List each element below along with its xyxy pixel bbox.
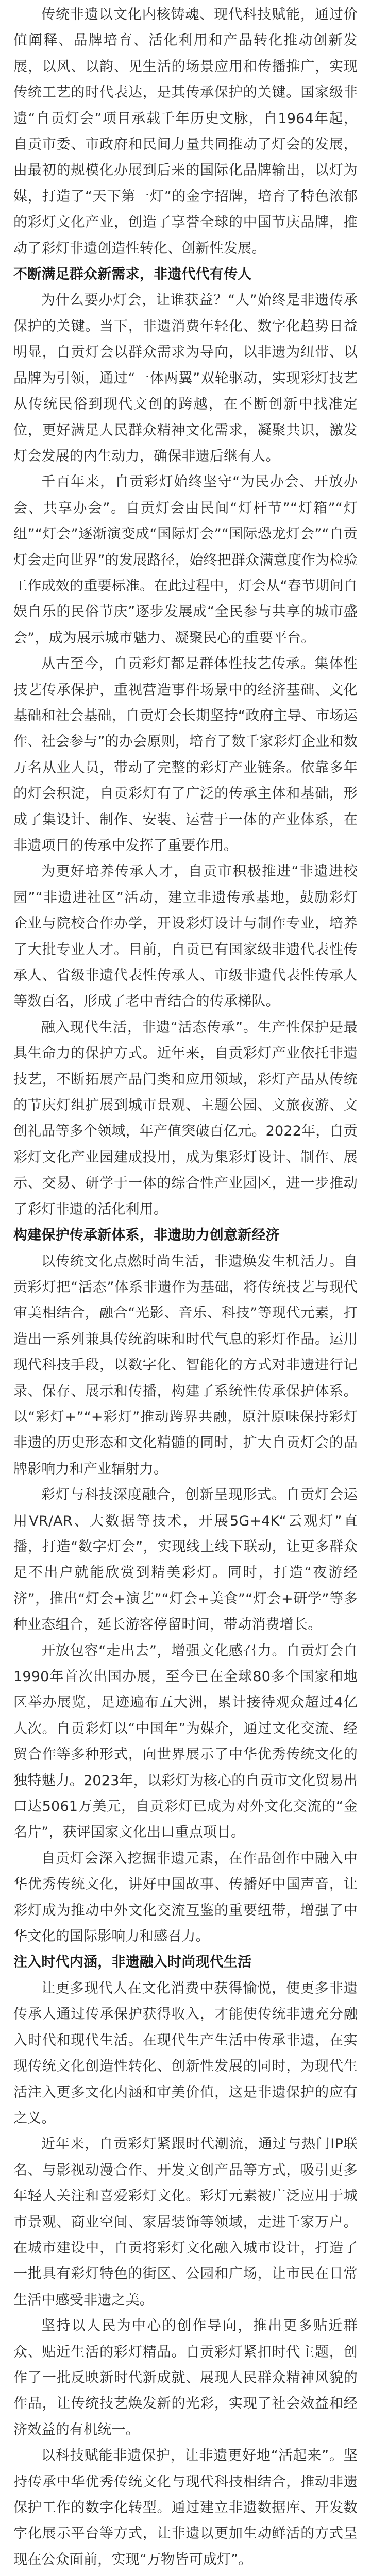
section1-paragraph-5: 融入现代生活，非遗“活态传承”。生产性保护是最具生命力的保护方式。近年来，自贡彩灯产业依托非遗技艺，不断拓展产品门类和应用领域，彩灯产品从传统的节庆灯组扩展到城市景观、主题公园、文旅夜游、文创礼品等多个领域，年产值突破百亿元。2022年，自贡彩灯文化产业园建成投用，成为集彩灯设计、制作、展示、交易、研学于一体的综合性产业园区，进一步推动了彩灯非遗的活化利用。	[13, 1019, 358, 1217]
section3-paragraph-3: 坚持以人民为中心的创作导向，推出更多贴近群众、贴近生活的彩灯精品。自贡彩灯紧扣时代主题，创作了一批反映新时代新成就、展现人民群众精神风貌的作品，让传统技艺焕发新的光彩，实现了社会效益和经济效益的有机统一。	[13, 2318, 358, 2438]
section1-paragraph-1: 为什么要办灯会，让谁获益？“人”始终是非遗传承保护的关键。当下，非遗消费年轻化、数字化趋势日益明显，自贡灯会以群众需求为导向，以非遗为纽带、以品牌为引领，通过“一体两翼”双轮驱动，实现彩灯技艺从传统民俗到现代文创的跨越，在不断创新中找准定位，更好满足人民群众精神文化需求，凝聚共识，激发灯会发展的内生动力，确保非遗后继有人。	[13, 292, 358, 464]
section-heading-2: 构建保护传承新体系，非遗助力创意新经济	[13, 1227, 280, 1244]
section1-paragraph-4: 为更好培养传承人才，自贡市积极推进“非遗进校园”“非遗进社区”活动，建立非遗传承基地，鼓励彩灯企业与院校合作办学，开设彩灯设计与制作专业，培养了大批专业人才。目前，自贡已有国家级非遗代表性传承人、省级非遗代表性传承人、市级非遗代表性传承人等数百名，形成了老中青结合的传承梯队。	[13, 863, 358, 1010]
section-heading-1: 不断满足群众新需求，非遗代代有传人	[13, 266, 252, 283]
section3-paragraph-1: 让更多现代人在文化消费中获得愉悦，使更多非遗传承人通过传承保护获得收入，才能使传统非遗充分融入时代和现代生活。在现代生产生活中传承非遗，在实现传统文化创造性转化、创新性发展的同时，为现代生活注入更多文化内涵和审美价值，这是非遗保护的应有之义。	[13, 1980, 358, 2126]
section3-paragraph-4: 以科技赋能非遗保护，让非遗更好地“活起来”。坚持传承中华优秀传统文化与现代科技相结合，推动非遗保护工作的数字化转型。通过建立非遗数据库、开发数字化展示平台等方式，让非遗以更加生动鲜活的方式呈现在公众面前，实现“万物皆可成灯”。	[13, 2448, 358, 2568]
section2-paragraph-4: 自贡灯会深入挖掘非遗元素，在作品创作中融入中华优秀传统文化，讲好中国故事、传播好中国声音，让彩灯成为推动中外文化交流互鉴的重要纽带，增强了中华文化的国际影响力和感召力。	[13, 1850, 358, 1945]
section3-paragraph-2: 近年来，自贡彩灯紧跟时代潮流，通过与热门IP联名、与影视动漫合作、开发文创产品等方式，吸引更多年轻人关注和喜爱彩灯文化。彩灯元素被广泛应用于城市景观、商业空间、家居装饰等领域，走进千家万户。在城市建设中，自贡将彩灯文化融入城市设计，打造了一批具有彩灯特色的街区、公园和广场，让市民在日常生活中感受非遗之美。	[13, 2136, 358, 2308]
section3-paragraph-5	[13, 2573, 358, 2576]
section2-paragraph-1: 以传统文化点燃时尚生活，非遗焕发生机活力。自贡彩灯把“活态”体系非遗作为基础，将传统技艺与现代审美相结合，融合“光影、音乐、科技”等现代元素，打造出一系列兼具传统韵味和时代气息的彩灯作品。运用现代科技手段，以数字化、智能化的方式对非遗进行记录、保存、展示和传播，构建了系统性传承保护体系。以“彩灯+”“+彩灯”推动跨界共融，原汁原味保持彩灯非遗的历史形态和文化精髓的同时，扩大自贡灯会的品牌影响力和产业辐射力。	[13, 1253, 358, 1477]
section-heading-3: 注入时代内涵，非遗融入时尚现代生活	[13, 1954, 252, 1971]
section2-paragraph-2: 彩灯与科技深度融合，创新呈现形式。自贡灯会运用VR/AR、大数据等技术，开展5G+4K“云观灯”直播，打造“数字灯会”，实现线上线下联动，让更多群众足不出户就能欣赏到精美彩灯。同时，打造“夜游经济”，推出“灯会+演艺”“灯会+美食”“灯会+研学”等多种业态组合，延长游客停留时间，带动消费增长。	[13, 1487, 358, 1633]
intro-paragraph: 传统非遗以文化内核铸魂、现代科技赋能，通过价值阐释、品牌培育、活化利用和产品转化推动创新发展，以风、以韵、见生活的场景应用和传播推广，实现传统工艺的时代表达，是其传承保护的关键。国家级非遗“自贡灯会”项目承载千年历史文脉，自1964年起，自贡市委、市政府和民间力量共同推动了灯会的发展，由最初的规模化办展到后来的国际化品牌输出，以灯为媒，打造了“天下第一灯”的金字招牌，培育了特色浓郁的彩灯文化产业，创造了享誉全球的中国节庆品牌，推动了彩灯非遗创造性转化、创新性发展。	[13, 7, 358, 257]
section1-paragraph-3: 从古至今，自贡彩灯都是群体性技艺传承。集体性技艺传承保护，重视营造事件场景中的经济基础、文化基础和社会基础，自贡灯会长期坚持“政府主导、市场运作、社会参与”的办会原则，培育了数千家彩灯企业和数万名从业人员，带动了完整的彩灯产业链条。依靠多年的灯会积淀，自贡彩灯有了广泛的传承主体和基础，形成了集设计、制作、安装、运营于一体的产业体系，在非遗项目的传承中发挥了重要作用。	[13, 656, 358, 854]
section1-paragraph-2: 千百年来，自贡彩灯始终坚守“为民办会、开放办会、共享办会”。自贡灯会由民间“灯杆节”“灯箱”“灯组”“灯会”逐渐演变成“国际灯会”“国际恐龙灯会”“自贡灯会走向世界”的发展路径，始终把群众满意度作为检验工作成效的重要标准。在此过程中，灯会从“春节期间自娱自乐的民俗节庆”逐步发展成“全民参与共享的城市盛会”，成为展示城市魅力、凝聚民心的重要平台。	[13, 474, 358, 646]
section2-paragraph-3: 开放包容“走出去”，增强文化感召力。自贡灯会自1990年首次出国办展，至今已在全球80多个国家和地区举办展览，足迹遍布五大洲，累计接待观众超过4亿人次。自贡彩灯以“中国年”为媒介，通过文化交流、经贸合作等多种形式，向世界展示了中华优秀传统文化的独特魅力。2023年，以彩灯为核心的自贡市文化贸易出口达5061万美元，自贡彩灯已成为对外文化交流的“金名片”，获评国家文化出口重点项目。	[13, 1642, 358, 1841]
